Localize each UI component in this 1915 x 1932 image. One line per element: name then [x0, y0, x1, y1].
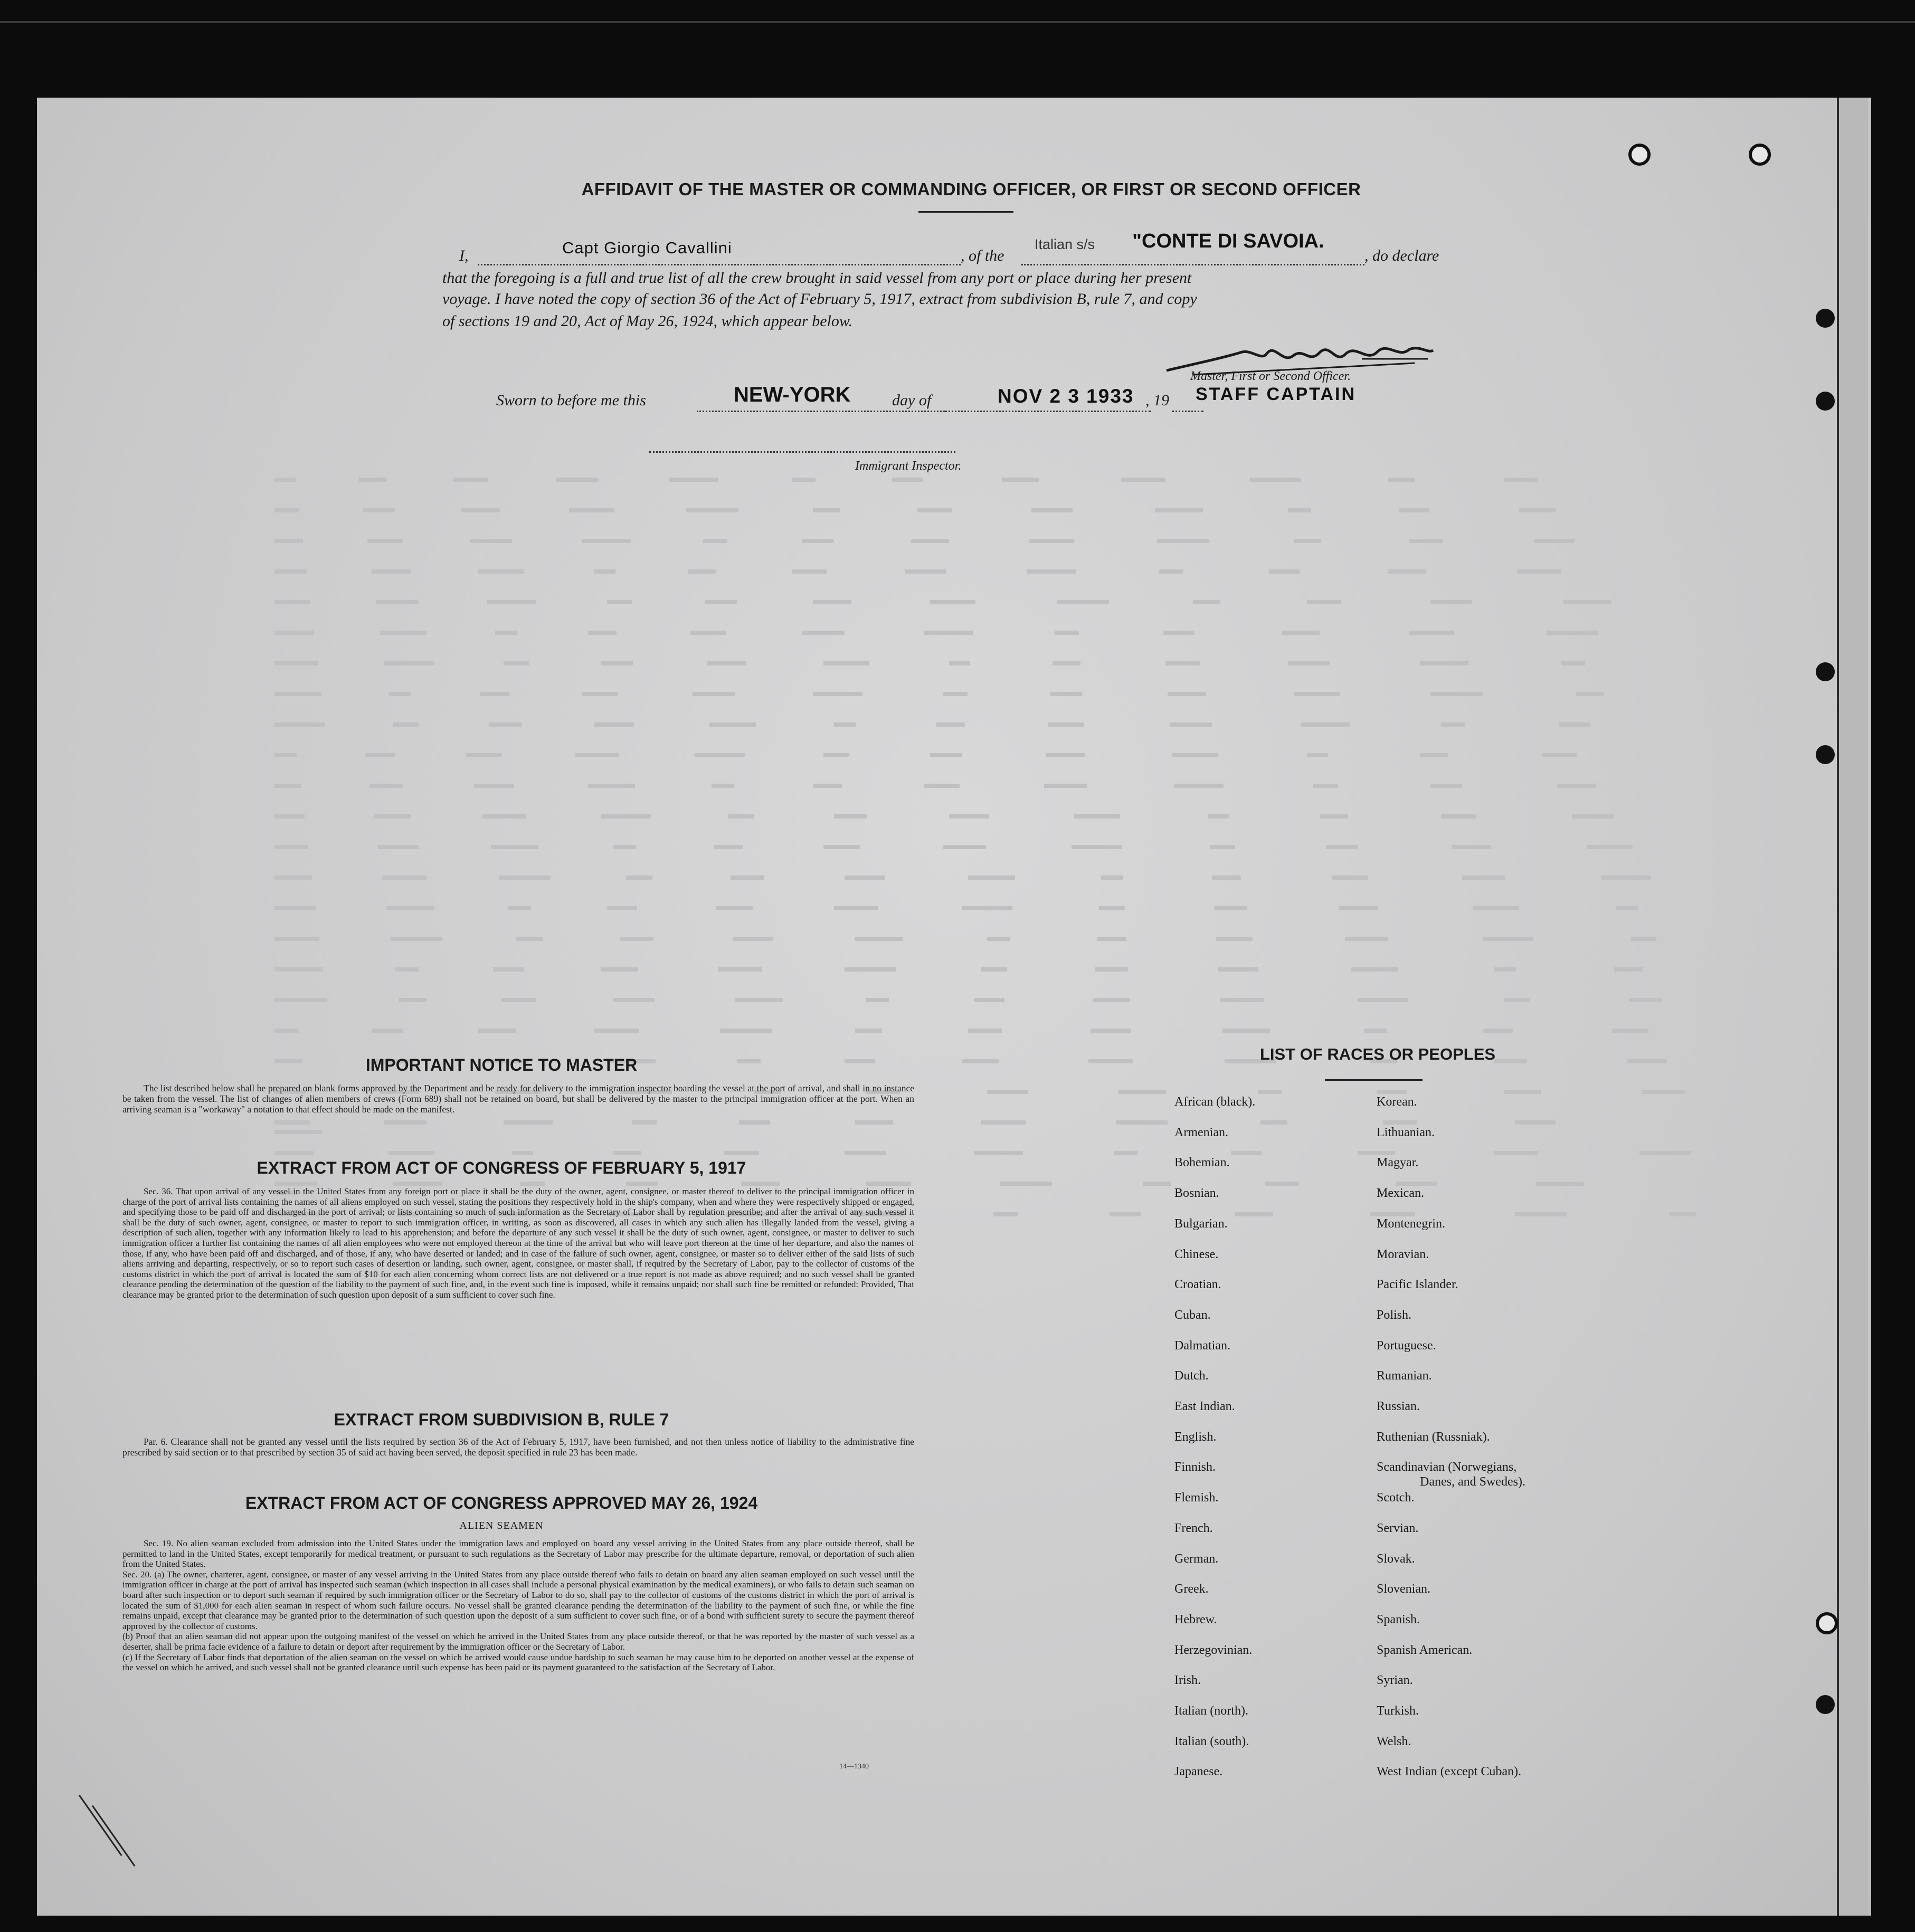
bleed-through-row [274, 873, 1805, 877]
race-item: Dalmatian. [1174, 1338, 1230, 1353]
race-item: Greek. [1174, 1582, 1209, 1596]
year-line [1172, 411, 1203, 412]
race-item: Mexican. [1377, 1186, 1424, 1201]
race-item: Montenegrin. [1377, 1216, 1445, 1231]
bleed-through-row [274, 720, 1805, 724]
bleed-through-row [274, 628, 1805, 632]
staff-captain-stamp: STAFF CAPTAIN [1196, 384, 1357, 404]
sworn-date-line [945, 411, 1151, 412]
race-item: Italian (south). [1174, 1734, 1249, 1748]
race-item: Ruthenian (Russniak). [1377, 1430, 1490, 1444]
race-item: Danes, and Swedes). [1420, 1475, 1525, 1489]
officer-caption: Master, First or Second Officer. [1190, 369, 1351, 383]
inspector-caption: Immigrant Inspector. [855, 459, 962, 473]
affidavit-i-label: I, [459, 247, 469, 264]
race-item: Scandinavian (Norwegians, [1377, 1460, 1517, 1474]
bleed-through-row [274, 475, 1805, 479]
punch-hole-icon [1816, 309, 1835, 328]
punch-hole-icon [1816, 1695, 1835, 1714]
race-item: Irish. [1174, 1673, 1201, 1688]
race-item: German. [1174, 1552, 1219, 1566]
officer-name: Capt Giorgio Cavallini [562, 239, 732, 257]
race-item: Welsh. [1377, 1734, 1411, 1748]
bleed-through-row [274, 1026, 1805, 1030]
race-item: English. [1174, 1430, 1217, 1444]
punch-hole-icon [1816, 662, 1835, 681]
race-item: Italian (north). [1174, 1704, 1248, 1718]
sworn-date-stamp: NOV 2 3 1933 [998, 385, 1134, 407]
race-item: Moravian. [1377, 1247, 1429, 1261]
page-edge [1837, 98, 1868, 1916]
year-prefix-label: , 19 [1145, 392, 1169, 409]
race-item: Pacific Islander. [1377, 1278, 1458, 1292]
race-item: Bosnian. [1174, 1186, 1219, 1201]
extract-1917-text: Sec. 36. That upon arrival of any vessel in the United States from any foreign port or place it shall be the duty of the owner, agent, consignee, or master thereof to deliver to the principal immigration officer in charge of the port of arrival lists containing the names of all aliens employed on such vessel, stating the positions they respectively hold in the ship's company, when and where they were respectively shipped or engaged, and specifying those to be paid off and discharged in the port of arrival; or lists containing so much of such information as the Secretary of Labor shall by regulation prescribe; and after the arrival of any such vessel it shall be the duty of such owner, agent, consignee, or master to report to such immigration officer, in writing, as soon as discovered, all cases in which any such alien has illegally landed from the vessel, giving a description of such alien, together with any information likely to lead to his apprehension; and before the departure of any such vessel it shall be the duty of such owner, agent, consignee, or master to deliver to such immigration officer a further list containing the names of all alien employees who were not employed thereon at the time of the arrival but who will leave port thereon at the time of her departure, and also the names of those, if any, who have been paid off and discharged, and of those, if any, who have deserted or landed; and in case of the failure of such owner, agent, consignee, or master so to deliver either of the said lists of such aliens arriving and departing, respectively, or so to report such cases of desertion or landing, such owner, agent, consignee, or master shall, if required by the Secretary of Labor, pay to the collector of customs of the customs district in which the port of arrival is located the sum of $10 for each alien concerning whom correct lists are not delivered or a true report is not made as above required; and no such vessel shall be granted clearance pending the determination of the question of the liability to the payment of such fine, and, in the event such fine is imposed, while it remains unpaid; nor shall such fine be remitted or refunded: Provided, That clearance may be granted prior to the determination of such question upon deposit of a sum sufficient to cover such fine. [122, 1186, 914, 1300]
punch-hole-icon [1628, 144, 1651, 166]
inspector-signature-line [649, 451, 955, 453]
race-item: Japanese. [1174, 1765, 1223, 1779]
do-declare-label: , do declare [1364, 247, 1439, 264]
race-item: Syrian. [1377, 1673, 1413, 1688]
scan-top-edge [0, 21, 1915, 23]
vessel-name-stamp: "CONTE DI SAVOIA. [1132, 230, 1324, 252]
races-title: LIST OF RACES OR PEOPLES [1259, 1045, 1496, 1063]
race-item: Hebrew. [1174, 1612, 1217, 1626]
sworn-place-line [697, 411, 945, 412]
notice-text: The list described below shall be prepared on blank forms approved by the Department and be ready for delivery to the immigration inspector boarding the vessel at the port of arrival, and shall in no instance be taken from the vessel. The list of changes of alien members of crews (Form 689) shall not be retained on board, but shall be delivered by the master to the principal immigration officer at the port. When an arriving seaman is a "workaway" a notation to that effect should be made on the manifest. [122, 1083, 914, 1115]
races-title-rule [1325, 1079, 1423, 1081]
extract-1924-subtitle: ALIEN SEAMEN [459, 1520, 544, 1531]
punch-hole-icon [1749, 144, 1771, 166]
race-item: Armenian. [1174, 1125, 1228, 1139]
race-item: Spanish. [1377, 1612, 1420, 1626]
punch-hole-icon [1816, 1612, 1838, 1634]
race-item: Korean. [1377, 1095, 1417, 1109]
extract-1924-text: Sec. 19. No alien seaman excluded from admission into the United States under the immigration laws and employed on board any vessel arriving in the United States from any place outside thereof, shall be permitted to land in the United States, except temporarily for medical treatment, or pursuant to such regulations as the Secretary of Labor may prescribe for the ultimate departure, removal, or deportation of such alien from the United States. Sec. 20. (a) The owner, charterer, agent, consignee, or master of any vessel arriving in the United States from any place outside thereof who fails to detain on board any alien seaman employed on such vessel until the immigration officer in charge at the port of arrival has inspected such seaman (which inspection in all cases shall include a personal physical examination by the medical examiners), or who fails to detain such seaman on board after such inspection or to deport such seaman if required by such immigration officer or the Secretary of Labor to do so, shall pay to the collector of customs of the customs district in which the port of arrival is located the sum of $1,000 for each alien seaman in respect of whom such failure occurs. No vessel shall be granted clearance pending the determination of the liability to the payment of such fine, or while the fine remains unpaid, except that clearance may be granted prior to the determination of such question upon the deposit of a sum sufficient to cover such fine, or of a bond with sufficient surety to secure the payment thereof approved by the collector of customs. (b) Proof that an alien seaman did not appear upon the outgoing manifest of the vessel on which he arrived in the United States from any place outside thereof, or that he was reported by the master of such vessel as a deserter, shall be prima facie evidence of a failure to detain or deport after requirement by the immigration officer or the Secretary of Labor. (c) If the Secretary of Labor finds that deportation of the alien seaman on the vessel on which he arrived would cause undue hardship to such seaman he may cause him to be deported on another vessel at the expense of the vessel on which he arrived, and such vessel shall not be granted clearance until such expense has been paid or its payment guaranteed to the satisfaction of the Secretary of Labor. [122, 1538, 914, 1673]
race-item: Flemish. [1174, 1491, 1219, 1505]
day-of-label: day of [892, 392, 932, 409]
race-item: Scotch. [1377, 1491, 1415, 1505]
race-item: Bohemian. [1174, 1156, 1230, 1170]
bleed-through-row [274, 781, 1805, 785]
race-item: Lithuanian. [1377, 1125, 1435, 1139]
form-number: 14—1340 [839, 1763, 869, 1771]
race-item: Cuban. [1174, 1308, 1211, 1322]
name-field-line [478, 264, 961, 265]
vessel-field-line [1021, 264, 1364, 265]
bleed-through-row [274, 812, 1805, 816]
race-item: Magyar. [1377, 1156, 1419, 1170]
race-item: Portuguese. [1377, 1338, 1436, 1353]
affidavit-line-3: voyage. I have noted the copy of section 36 of the Act of February 5, 1917, extract from subdivision B, rule 7, and copy [442, 290, 1197, 308]
notice-title: IMPORTANT NOTICE TO MASTER [365, 1055, 638, 1074]
extract-1917-title: EXTRACT FROM ACT OF CONGRESS OF FEBRUARY 5, 1917 [257, 1158, 746, 1177]
bleed-through-row [274, 506, 1805, 510]
race-item: Spanish American. [1377, 1643, 1473, 1657]
race-item: Servian. [1377, 1521, 1419, 1535]
bleed-through-row [274, 903, 1805, 908]
race-item: Dutch. [1174, 1369, 1209, 1383]
extract-rule7-text: Par. 6. Clearance shall not be granted any vessel until the lists required by section 36 of the Act of February 5, 1917, have been furnished, and not then unless notice of liability to the administrative fine prescribed by said section or to that prescribed by section 35 of said act having been served, the deposit specified in rule 23 has been made. [122, 1436, 914, 1458]
race-item: Herzegovinian. [1174, 1643, 1253, 1657]
bleed-through-row [274, 659, 1805, 663]
race-item: Slovak. [1377, 1552, 1415, 1566]
sworn-place-stamp: NEW-YORK [734, 383, 851, 406]
of-the-label: , of the [961, 247, 1004, 264]
bleed-through-row [274, 995, 1805, 1000]
punch-hole-icon [1816, 392, 1835, 411]
bleed-through-row [274, 750, 1805, 755]
bleed-through-row [274, 597, 1805, 602]
extract-1924-title: EXTRACT FROM ACT OF CONGRESS APPROVED MAY 26, 1924 [245, 1493, 758, 1512]
sworn-label: Sworn to before me this [496, 392, 646, 409]
race-item: African (black). [1174, 1095, 1256, 1109]
extract-rule7-title: EXTRACT FROM SUBDIVISION B, RULE 7 [334, 1410, 669, 1429]
race-item: West Indian (except Cuban). [1377, 1765, 1521, 1779]
bleed-through-row [274, 934, 1805, 938]
race-item: Bulgarian. [1174, 1216, 1228, 1231]
bleed-through-row [274, 1118, 1805, 1122]
race-item: Rumanian. [1377, 1369, 1432, 1383]
bleed-through-row [274, 567, 1805, 571]
affidavit-line-2: that the foregoing is a full and true list of all the crew brought in said vessel from any port or place during her present [442, 269, 1192, 287]
bleed-through-row [274, 842, 1805, 846]
race-item: Finnish. [1174, 1460, 1216, 1474]
race-item: Slovenian. [1377, 1582, 1430, 1596]
title-rule [918, 211, 1013, 213]
race-item: Turkish. [1377, 1704, 1419, 1718]
race-item: Chinese. [1174, 1247, 1219, 1261]
race-item: French. [1174, 1521, 1213, 1535]
bleed-through-row [274, 1179, 1805, 1183]
bleed-through-row [274, 536, 1805, 540]
affidavit-line-4: of sections 19 and 20, Act of May 26, 1924, which appear below. [442, 312, 853, 330]
race-item: Polish. [1377, 1308, 1412, 1322]
bleed-through-row [274, 965, 1805, 969]
affidavit-title: AFFIDAVIT OF THE MASTER OR COMMANDING OFFICER, OR FIRST OR SECOND OFFICER [581, 179, 1361, 199]
race-item: East Indian. [1174, 1400, 1235, 1413]
bleed-through-row [274, 689, 1805, 693]
punch-hole-icon [1816, 745, 1835, 764]
bleed-through-row [274, 1148, 1805, 1153]
race-item: Russian. [1377, 1400, 1420, 1413]
race-item: Croatian. [1174, 1278, 1221, 1292]
vessel-prefix: Italian s/s [1035, 236, 1095, 252]
